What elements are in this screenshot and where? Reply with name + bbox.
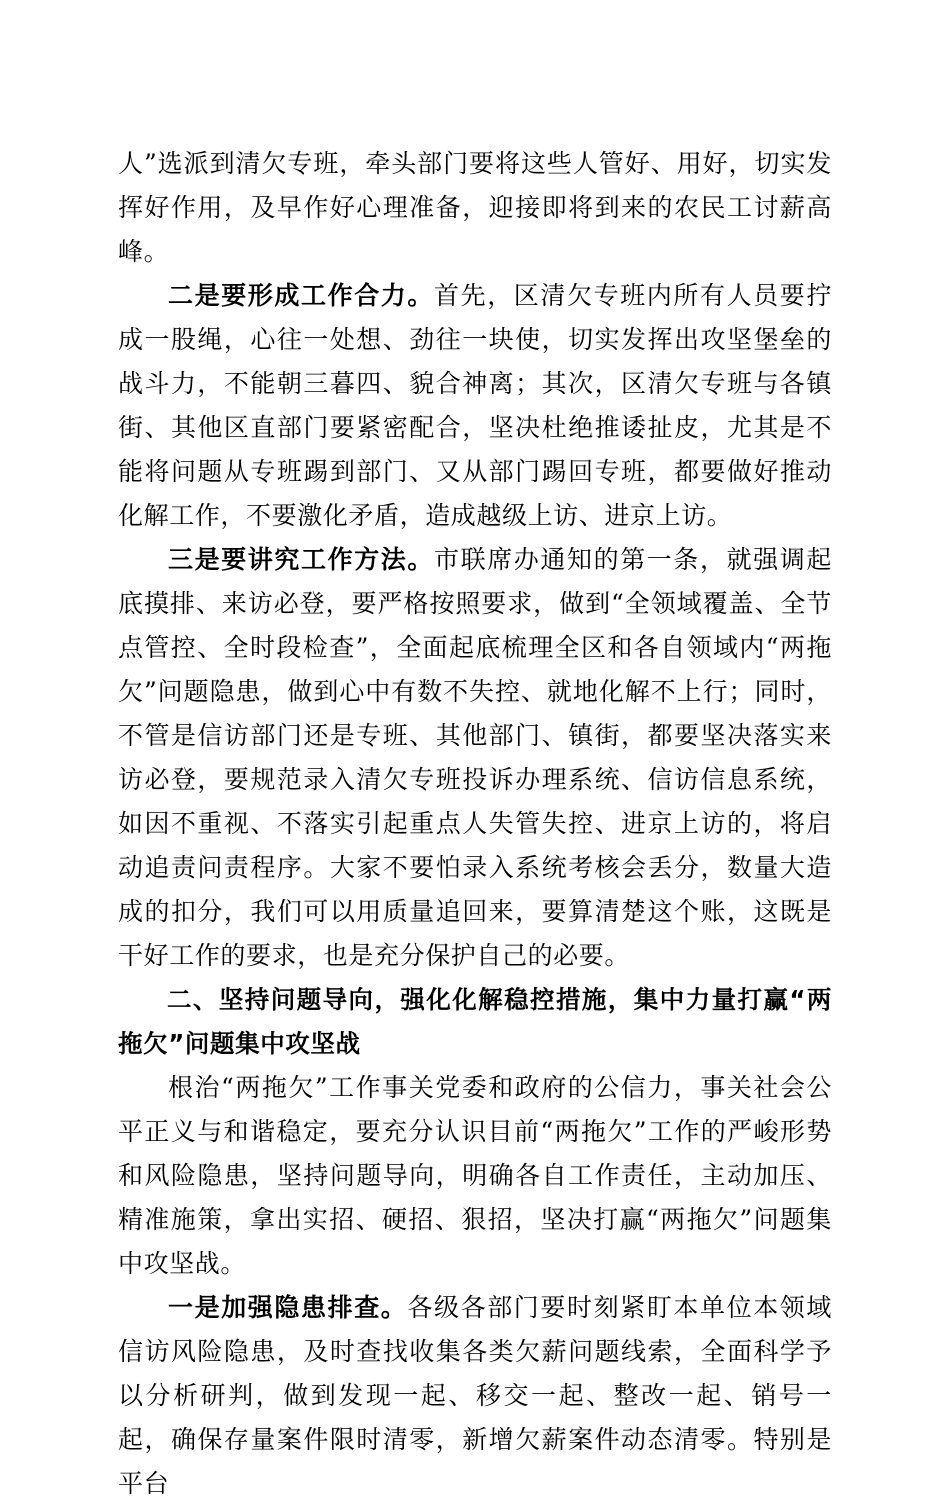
paragraph-work-synergy [118,274,832,538]
paragraph-lead: 二是要形成工作合力。 [168,281,434,310]
paragraph-body: 市联席办通知的第一条，就强调起底摸排、来访必登，要严格按照要求，做到“全领域覆盖、全节点管控、全时段检查”，全面起底梳理全区和各自领域内“两拖欠”问题隐患，做到心中有数不失控、就地化解不上行；同时，不管是信访部门还是专班、其他部门、镇街，都要坚决落实来访必登，要规范录入清欠专班投诉办理系统、信访信息系统，如因不重视、不落实引起重点人失管失控、进京上访的，将启动追责问责程序。大家不要怕录入系统考核会丢分，数量大造成的扣分，我们可以用质量追回来，要算清楚这个账，这既是干好工作的要求，也是充分保护自己的必要。 [118,545,832,970]
paragraph-lead: 三是要讲究工作方法。 [168,545,434,574]
section-heading: 二、坚持问题导向，强化化解稳控措施，集中力量打赢“两拖欠”问题集中攻坚战 [118,985,832,1058]
paragraph-body: 各级各部门要时刻紧盯本单位本领域信访风险隐患，及时查找收集各类欠薪问题线索，全面科学予以分析研判，做到发现一起、移交一起、整改一起、销号一起，确保存量案件限时清零，新增欠薪案件动态清零。特别是平台 [118,1293,832,1498]
paragraph-continuation: 人”选派到清欠专班，牵头部门要将这些人管好、用好，切实发挥好作用，及早作好心理准备，迎接即将到来的农民工讨薪高峰。 [118,149,832,266]
document-page [118,142,832,1506]
paragraph-section-intro: 根治“两拖欠”工作事关党委和政府的公信力，事关社会公平正义与和谐稳定，要充分认识目前“两拖欠”工作的严峻形势和风险隐患，坚持问题导向，明确各自工作责任，主动加压、精准施策，拿出实招、硬招、狠招，坚决打赢“两拖欠”问题集中攻坚战。 [118,1073,832,1278]
paragraph-body: 首先，区清欠专班内所有人员要拧成一股绳，心往一处想、劲往一块使，切实发挥出攻坚堡垒的战斗力，不能朝三暮四、貌合神离；其次，区清欠专班与各镇街、其他区直部门要紧密配合，坚决杜绝推诿扯皮，尤其是不能将问题从专班踢到部门、又从部门踢回专班，都要做好推动化解工作，不要激化矛盾，造成越级上访、进京上访。 [118,281,832,530]
paragraph-work-method [118,538,832,978]
paragraph-lead: 一是加强隐患排查。 [168,1293,408,1322]
paragraph-risk-screening [118,1286,832,1506]
